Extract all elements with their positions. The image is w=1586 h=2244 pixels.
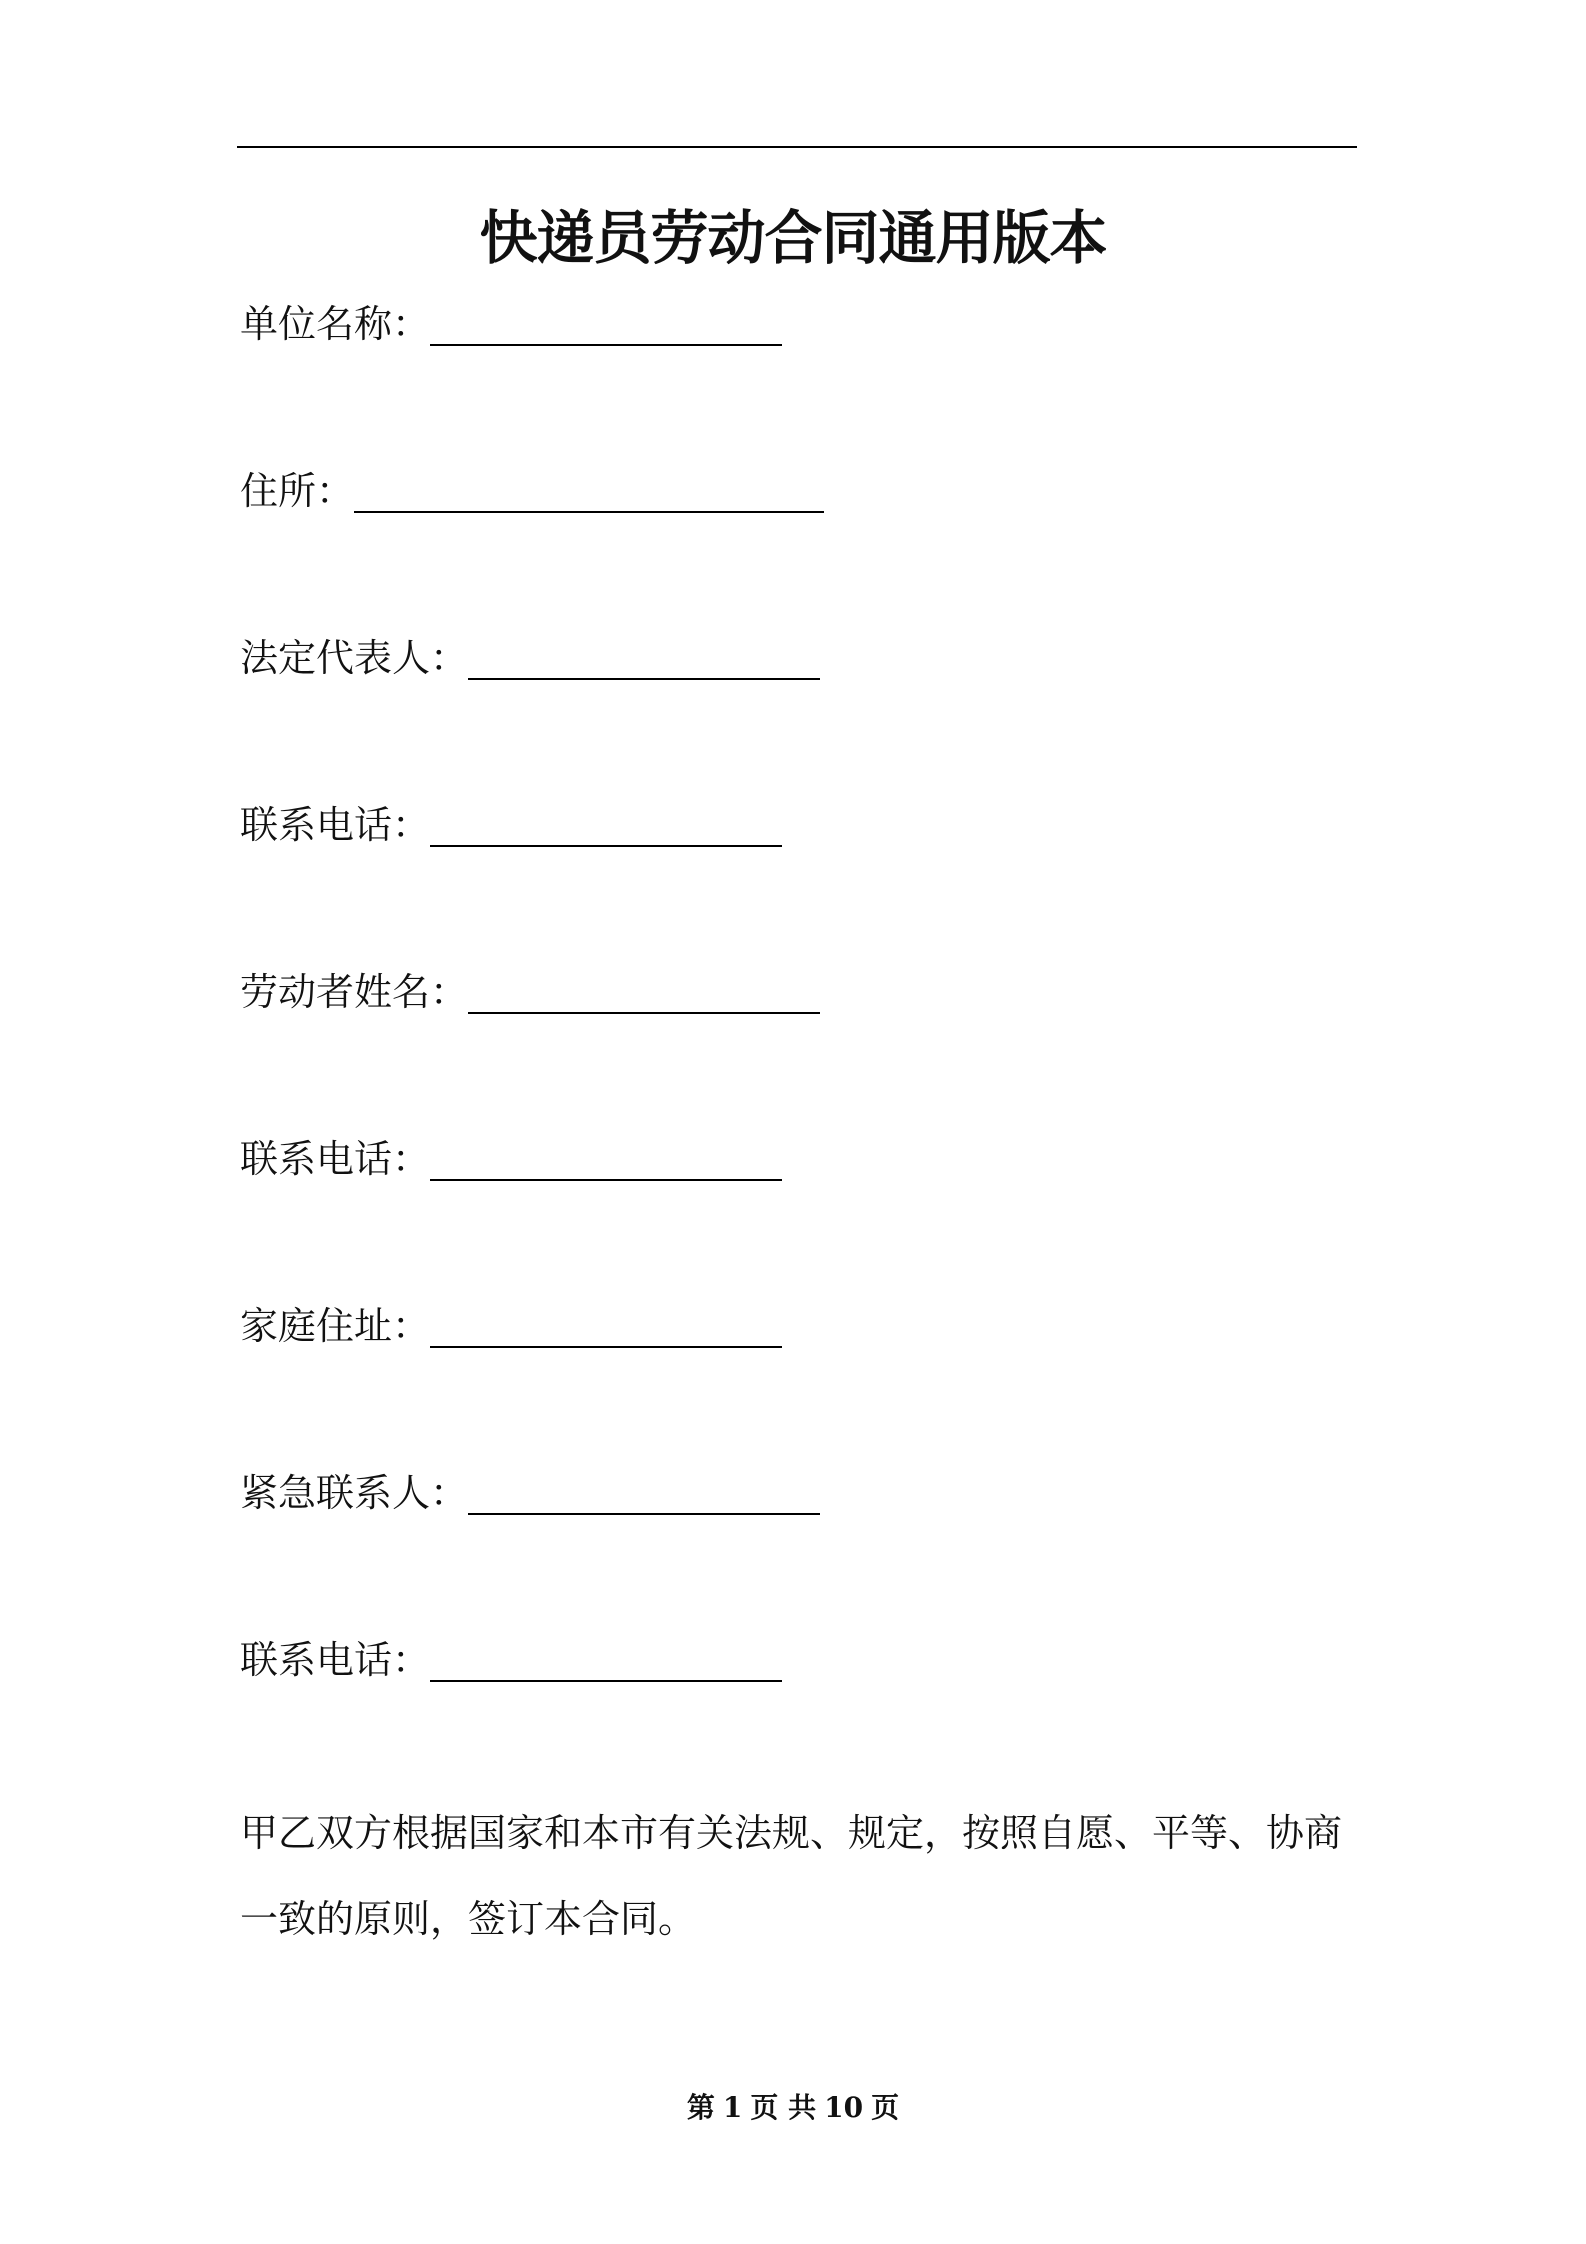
- field-blank: [468, 972, 820, 1014]
- document-title: 快递员劳动合同通用版本: [479, 204, 1107, 272]
- intro-paragraph: 甲乙双方根据国家和本市有关法规、规定，按照自愿、平等、协商一致的原则，签订本合同。: [240, 1811, 1343, 1941]
- footer-prefix: 第: [686, 2091, 715, 2124]
- field-worker-name: [240, 964, 820, 1020]
- field-legal-representative: [240, 630, 820, 686]
- current-page-number: 1: [722, 2091, 743, 2124]
- field-blank: [430, 805, 782, 847]
- field-label: 联系电话：: [240, 803, 431, 847]
- field-label: 联系电话：: [240, 1638, 431, 1682]
- header-rule: [237, 146, 1357, 148]
- field-label: 劳动者姓名：: [240, 970, 469, 1014]
- field-blank: [430, 304, 782, 346]
- field-blank: [430, 1640, 782, 1682]
- field-blank: [354, 471, 824, 513]
- field-label: 单位名称：: [240, 302, 431, 346]
- footer-suffix: 页: [871, 2091, 900, 2124]
- field-label: 法定代表人：: [240, 636, 469, 680]
- field-blank: [468, 1473, 820, 1515]
- field-address: [240, 463, 824, 519]
- field-worker-phone: [240, 1131, 782, 1187]
- field-label: 联系电话：: [240, 1137, 431, 1181]
- field-company-name: [240, 296, 782, 352]
- field-blank: [430, 1139, 782, 1181]
- field-blank: [468, 638, 820, 680]
- total-page-count: 10: [824, 2091, 864, 2124]
- field-label: 家庭住址：: [240, 1304, 431, 1348]
- field-home-address: [240, 1298, 782, 1354]
- footer-middle: 页 共: [750, 2091, 817, 2124]
- field-emergency-phone: [240, 1632, 782, 1688]
- field-label: 紧急联系人：: [240, 1471, 469, 1515]
- field-emergency-contact: [240, 1465, 820, 1521]
- field-company-phone: [240, 797, 782, 853]
- field-blank: [430, 1306, 782, 1348]
- page-footer: [0, 2088, 1586, 2128]
- field-label: 住所：: [240, 469, 355, 513]
